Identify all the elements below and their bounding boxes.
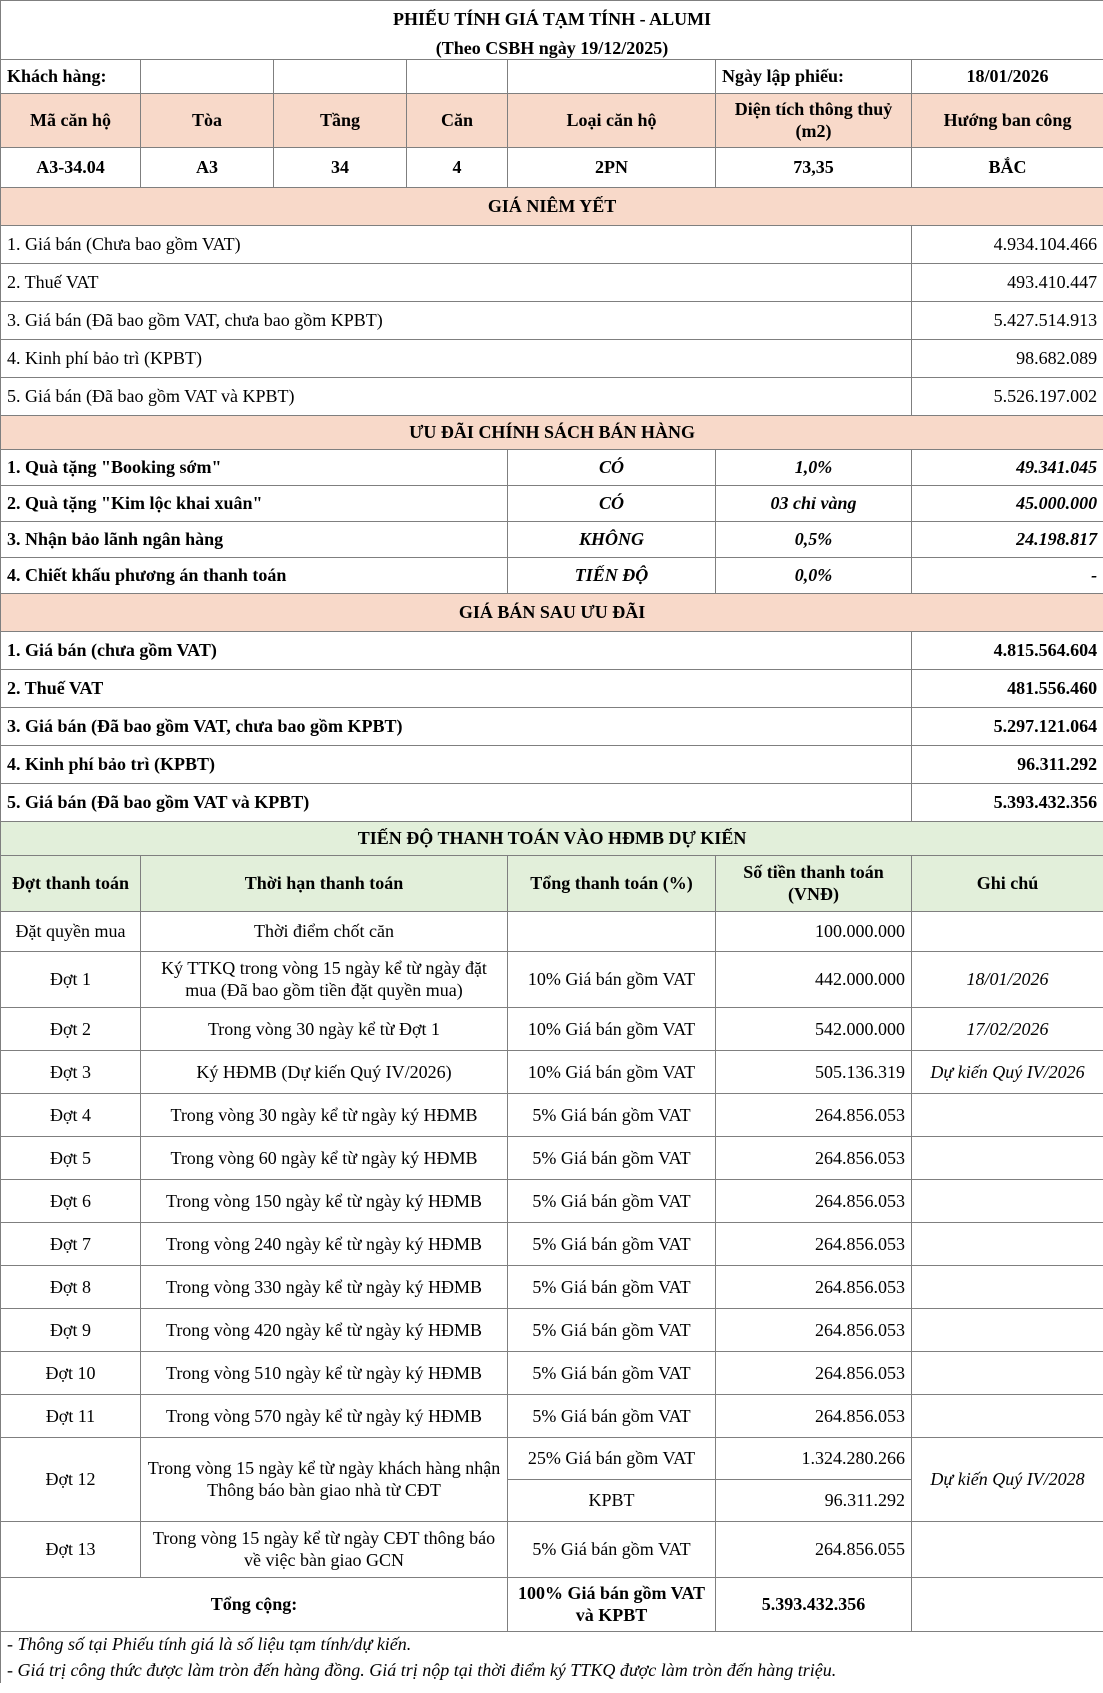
schedule-header: Ghi chú: [912, 855, 1103, 911]
final-price-value: 5.297.121.064: [912, 707, 1103, 745]
unit-header: Diện tích thông thuỷ (m2): [716, 93, 912, 147]
final-price-label: 4. Kinh phí bảo trì (KPBT): [1, 745, 912, 783]
schedule-header: Thời hạn thanh toán: [141, 855, 508, 911]
schedule-percent: 5% Giá bán gồm VAT: [508, 1521, 716, 1577]
incentive-label: 1. Quà tặng "Booking sớm": [1, 449, 508, 485]
incentive-amount: 24.198.817: [912, 521, 1103, 557]
schedule-percent: 5% Giá bán gồm VAT: [508, 1222, 716, 1265]
section-heading-incentives: ƯU ĐÃI CHÍNH SÁCH BÁN HÀNG: [1, 415, 1103, 449]
customer-value: [141, 59, 274, 93]
schedule-amount: 96.311.292: [716, 1479, 912, 1521]
schedule-term: Thời điểm chốt căn: [141, 911, 508, 951]
schedule-percent: 5% Giá bán gồm VAT: [508, 1093, 716, 1136]
listed-price-label: 4. Kinh phí bảo trì (KPBT): [1, 339, 912, 377]
unit-value: 2PN: [508, 147, 716, 187]
footnote: - Giá trị công thức được làm tròn đến hàng đồng. Giá trị nộp tại thời điểm ký TTKQ được làm tròn đến hàng triệu.: [1, 1657, 1103, 1683]
empty-cell: [508, 59, 716, 93]
unit-value: BẮC: [912, 147, 1103, 187]
total-amount: 5.393.432.356: [716, 1577, 912, 1631]
schedule-percent: KPBT: [508, 1479, 716, 1521]
schedule-header: Số tiền thanh toán (VNĐ): [716, 855, 912, 911]
unit-value: A3: [141, 147, 274, 187]
schedule-percent: 10% Giá bán gồm VAT: [508, 951, 716, 1007]
section-heading-schedule: TIẾN ĐỘ THANH TOÁN VÀO HĐMB DỰ KIẾN: [1, 821, 1103, 855]
listed-price-value: 5.427.514.913: [912, 301, 1103, 339]
schedule-note: [912, 1093, 1103, 1136]
schedule-phase: Đặt quyền mua: [1, 911, 141, 951]
unit-header: Mã căn hộ: [1, 93, 141, 147]
schedule-note: [912, 1136, 1103, 1179]
listed-price-value: 98.682.089: [912, 339, 1103, 377]
schedule-percent: 5% Giá bán gồm VAT: [508, 1351, 716, 1394]
schedule-term: Trong vòng 150 ngày kể từ ngày ký HĐMB: [141, 1179, 508, 1222]
schedule-amount: 442.000.000: [716, 951, 912, 1007]
schedule-note: Dự kiến Quý IV/2026: [912, 1050, 1103, 1093]
schedule-phase: Đợt 11: [1, 1394, 141, 1437]
schedule-phase: Đợt 8: [1, 1265, 141, 1308]
listed-price-value: 5.526.197.002: [912, 377, 1103, 415]
incentive-rate: 03 chỉ vàng: [716, 485, 912, 521]
schedule-phase: Đợt 9: [1, 1308, 141, 1351]
incentive-rate: 0,5%: [716, 521, 912, 557]
unit-value: A3-34.04: [1, 147, 141, 187]
footnote: - Thông số tại Phiếu tính giá là số liệu tạm tính/dự kiến.: [1, 1631, 1103, 1657]
unit-header: Tầng: [274, 93, 407, 147]
schedule-amount: 264.856.053: [716, 1351, 912, 1394]
unit-header: Hướng ban công: [912, 93, 1103, 147]
schedule-note: [912, 1394, 1103, 1437]
schedule-term: Trong vòng 15 ngày kể từ ngày khách hàng nhận Thông báo bàn giao nhà từ CĐT: [141, 1437, 508, 1521]
schedule-percent: [508, 911, 716, 951]
unit-value: 4: [407, 147, 508, 187]
schedule-percent: 5% Giá bán gồm VAT: [508, 1394, 716, 1437]
schedule-phase: Đợt 7: [1, 1222, 141, 1265]
schedule-amount: 264.856.053: [716, 1265, 912, 1308]
schedule-note: [912, 1308, 1103, 1351]
listed-price-label: 1. Giá bán (Chưa bao gồm VAT): [1, 225, 912, 263]
incentive-amount: 45.000.000: [912, 485, 1103, 521]
schedule-amount: 264.856.053: [716, 1093, 912, 1136]
final-price-label: 3. Giá bán (Đã bao gồm VAT, chưa bao gồm KPBT): [1, 707, 912, 745]
section-heading-after-incentive: GIÁ BÁN SAU ƯU ĐÃI: [1, 593, 1103, 631]
schedule-percent: 25% Giá bán gồm VAT: [508, 1437, 716, 1479]
schedule-term: Trong vòng 30 ngày kể từ ngày ký HĐMB: [141, 1093, 508, 1136]
incentive-amount: -: [912, 557, 1103, 593]
schedule-term: Ký TTKQ trong vòng 15 ngày kể từ ngày đặt mua (Đã bao gồm tiền đặt quyền mua): [141, 951, 508, 1007]
schedule-term: Ký HĐMB (Dự kiến Quý IV/2026): [141, 1050, 508, 1093]
listed-price-label: 2. Thuế VAT: [1, 263, 912, 301]
incentive-apply: CÓ: [508, 449, 716, 485]
empty-cell: [912, 1577, 1103, 1631]
schedule-phase: Đợt 12: [1, 1437, 141, 1521]
schedule-amount: 100.000.000: [716, 911, 912, 951]
incentive-apply: CÓ: [508, 485, 716, 521]
empty-cell: [274, 59, 407, 93]
incentive-rate: 1,0%: [716, 449, 912, 485]
schedule-percent: 5% Giá bán gồm VAT: [508, 1308, 716, 1351]
final-price-value: 481.556.460: [912, 669, 1103, 707]
schedule-percent: 10% Giá bán gồm VAT: [508, 1007, 716, 1050]
schedule-percent: 5% Giá bán gồm VAT: [508, 1136, 716, 1179]
schedule-amount: 264.856.053: [716, 1308, 912, 1351]
schedule-header: Đợt thanh toán: [1, 855, 141, 911]
page-title: PHIẾU TÍNH GIÁ TẠM TÍNH - ALUMI: [1, 1, 1103, 37]
schedule-note: 18/01/2026: [912, 951, 1103, 1007]
incentive-rate: 0,0%: [716, 557, 912, 593]
date-label: Ngày lập phiếu:: [716, 59, 912, 93]
customer-label: Khách hàng:: [1, 59, 141, 93]
schedule-phase: Đợt 6: [1, 1179, 141, 1222]
schedule-phase: Đợt 1: [1, 951, 141, 1007]
incentive-label: 2. Quà tặng "Kim lộc khai xuân": [1, 485, 508, 521]
incentive-label: 3. Nhận bảo lãnh ngân hàng: [1, 521, 508, 557]
listed-price-value: 4.934.104.466: [912, 225, 1103, 263]
unit-value: 34: [274, 147, 407, 187]
final-price-value: 4.815.564.604: [912, 631, 1103, 669]
schedule-note: [912, 1521, 1103, 1577]
schedule-phase: Đợt 2: [1, 1007, 141, 1050]
incentive-apply: KHÔNG: [508, 521, 716, 557]
schedule-amount: 264.856.053: [716, 1394, 912, 1437]
date-value: 18/01/2026: [912, 59, 1103, 93]
schedule-amount: 542.000.000: [716, 1007, 912, 1050]
schedule-percent: 10% Giá bán gồm VAT: [508, 1050, 716, 1093]
schedule-term: Trong vòng 570 ngày kể từ ngày ký HĐMB: [141, 1394, 508, 1437]
schedule-percent: 5% Giá bán gồm VAT: [508, 1179, 716, 1222]
final-price-value: 5.393.432.356: [912, 783, 1103, 821]
empty-cell: [407, 59, 508, 93]
schedule-note: 17/02/2026: [912, 1007, 1103, 1050]
schedule-phase: Đợt 13: [1, 1521, 141, 1577]
total-percent: 100% Giá bán gồm VAT và KPBT: [508, 1577, 716, 1631]
incentive-amount: 49.341.045: [912, 449, 1103, 485]
listed-price-value: 493.410.447: [912, 263, 1103, 301]
schedule-term: Trong vòng 420 ngày kể từ ngày ký HĐMB: [141, 1308, 508, 1351]
schedule-header: Tổng thanh toán (%): [508, 855, 716, 911]
schedule-phase: Đợt 3: [1, 1050, 141, 1093]
schedule-amount: 264.856.055: [716, 1521, 912, 1577]
schedule-term: Trong vòng 510 ngày kể từ ngày ký HĐMB: [141, 1351, 508, 1394]
unit-header: Tòa: [141, 93, 274, 147]
schedule-amount: 505.136.319: [716, 1050, 912, 1093]
final-price-label: 1. Giá bán (chưa gồm VAT): [1, 631, 912, 669]
schedule-note: [912, 911, 1103, 951]
schedule-term: Trong vòng 240 ngày kể từ ngày ký HĐMB: [141, 1222, 508, 1265]
total-label: Tổng cộng:: [1, 1577, 508, 1631]
schedule-term: Trong vòng 15 ngày kể từ ngày CĐT thông báo về việc bàn giao GCN: [141, 1521, 508, 1577]
incentive-apply: TIẾN ĐỘ: [508, 557, 716, 593]
unit-header: Loại căn hộ: [508, 93, 716, 147]
schedule-note: [912, 1265, 1103, 1308]
schedule-note: Dự kiến Quý IV/2028: [912, 1437, 1103, 1521]
schedule-note: [912, 1222, 1103, 1265]
schedule-phase: Đợt 5: [1, 1136, 141, 1179]
schedule-term: Trong vòng 60 ngày kể từ ngày ký HĐMB: [141, 1136, 508, 1179]
section-heading-listed-price: GIÁ NIÊM YẾT: [1, 187, 1103, 225]
schedule-term: Trong vòng 30 ngày kể từ Đợt 1: [141, 1007, 508, 1050]
schedule-note: [912, 1179, 1103, 1222]
schedule-amount: 1.324.280.266: [716, 1437, 912, 1479]
schedule-phase: Đợt 4: [1, 1093, 141, 1136]
schedule-phase: Đợt 10: [1, 1351, 141, 1394]
unit-value: 73,35: [716, 147, 912, 187]
page-subtitle: (Theo CSBH ngày 19/12/2025): [1, 37, 1103, 60]
listed-price-label: 3. Giá bán (Đã bao gồm VAT, chưa bao gồm KPBT): [1, 301, 912, 339]
final-price-label: 5. Giá bán (Đã bao gồm VAT và KPBT): [1, 783, 912, 821]
incentive-label: 4. Chiết khấu phương án thanh toán: [1, 557, 508, 593]
schedule-amount: 264.856.053: [716, 1179, 912, 1222]
schedule-note: [912, 1351, 1103, 1394]
schedule-term: Trong vòng 330 ngày kể từ ngày ký HĐMB: [141, 1265, 508, 1308]
final-price-value: 96.311.292: [912, 745, 1103, 783]
schedule-amount: 264.856.053: [716, 1136, 912, 1179]
schedule-amount: 264.856.053: [716, 1222, 912, 1265]
listed-price-label: 5. Giá bán (Đã bao gồm VAT và KPBT): [1, 377, 912, 415]
final-price-label: 2. Thuế VAT: [1, 669, 912, 707]
schedule-percent: 5% Giá bán gồm VAT: [508, 1265, 716, 1308]
unit-header: Căn: [407, 93, 508, 147]
